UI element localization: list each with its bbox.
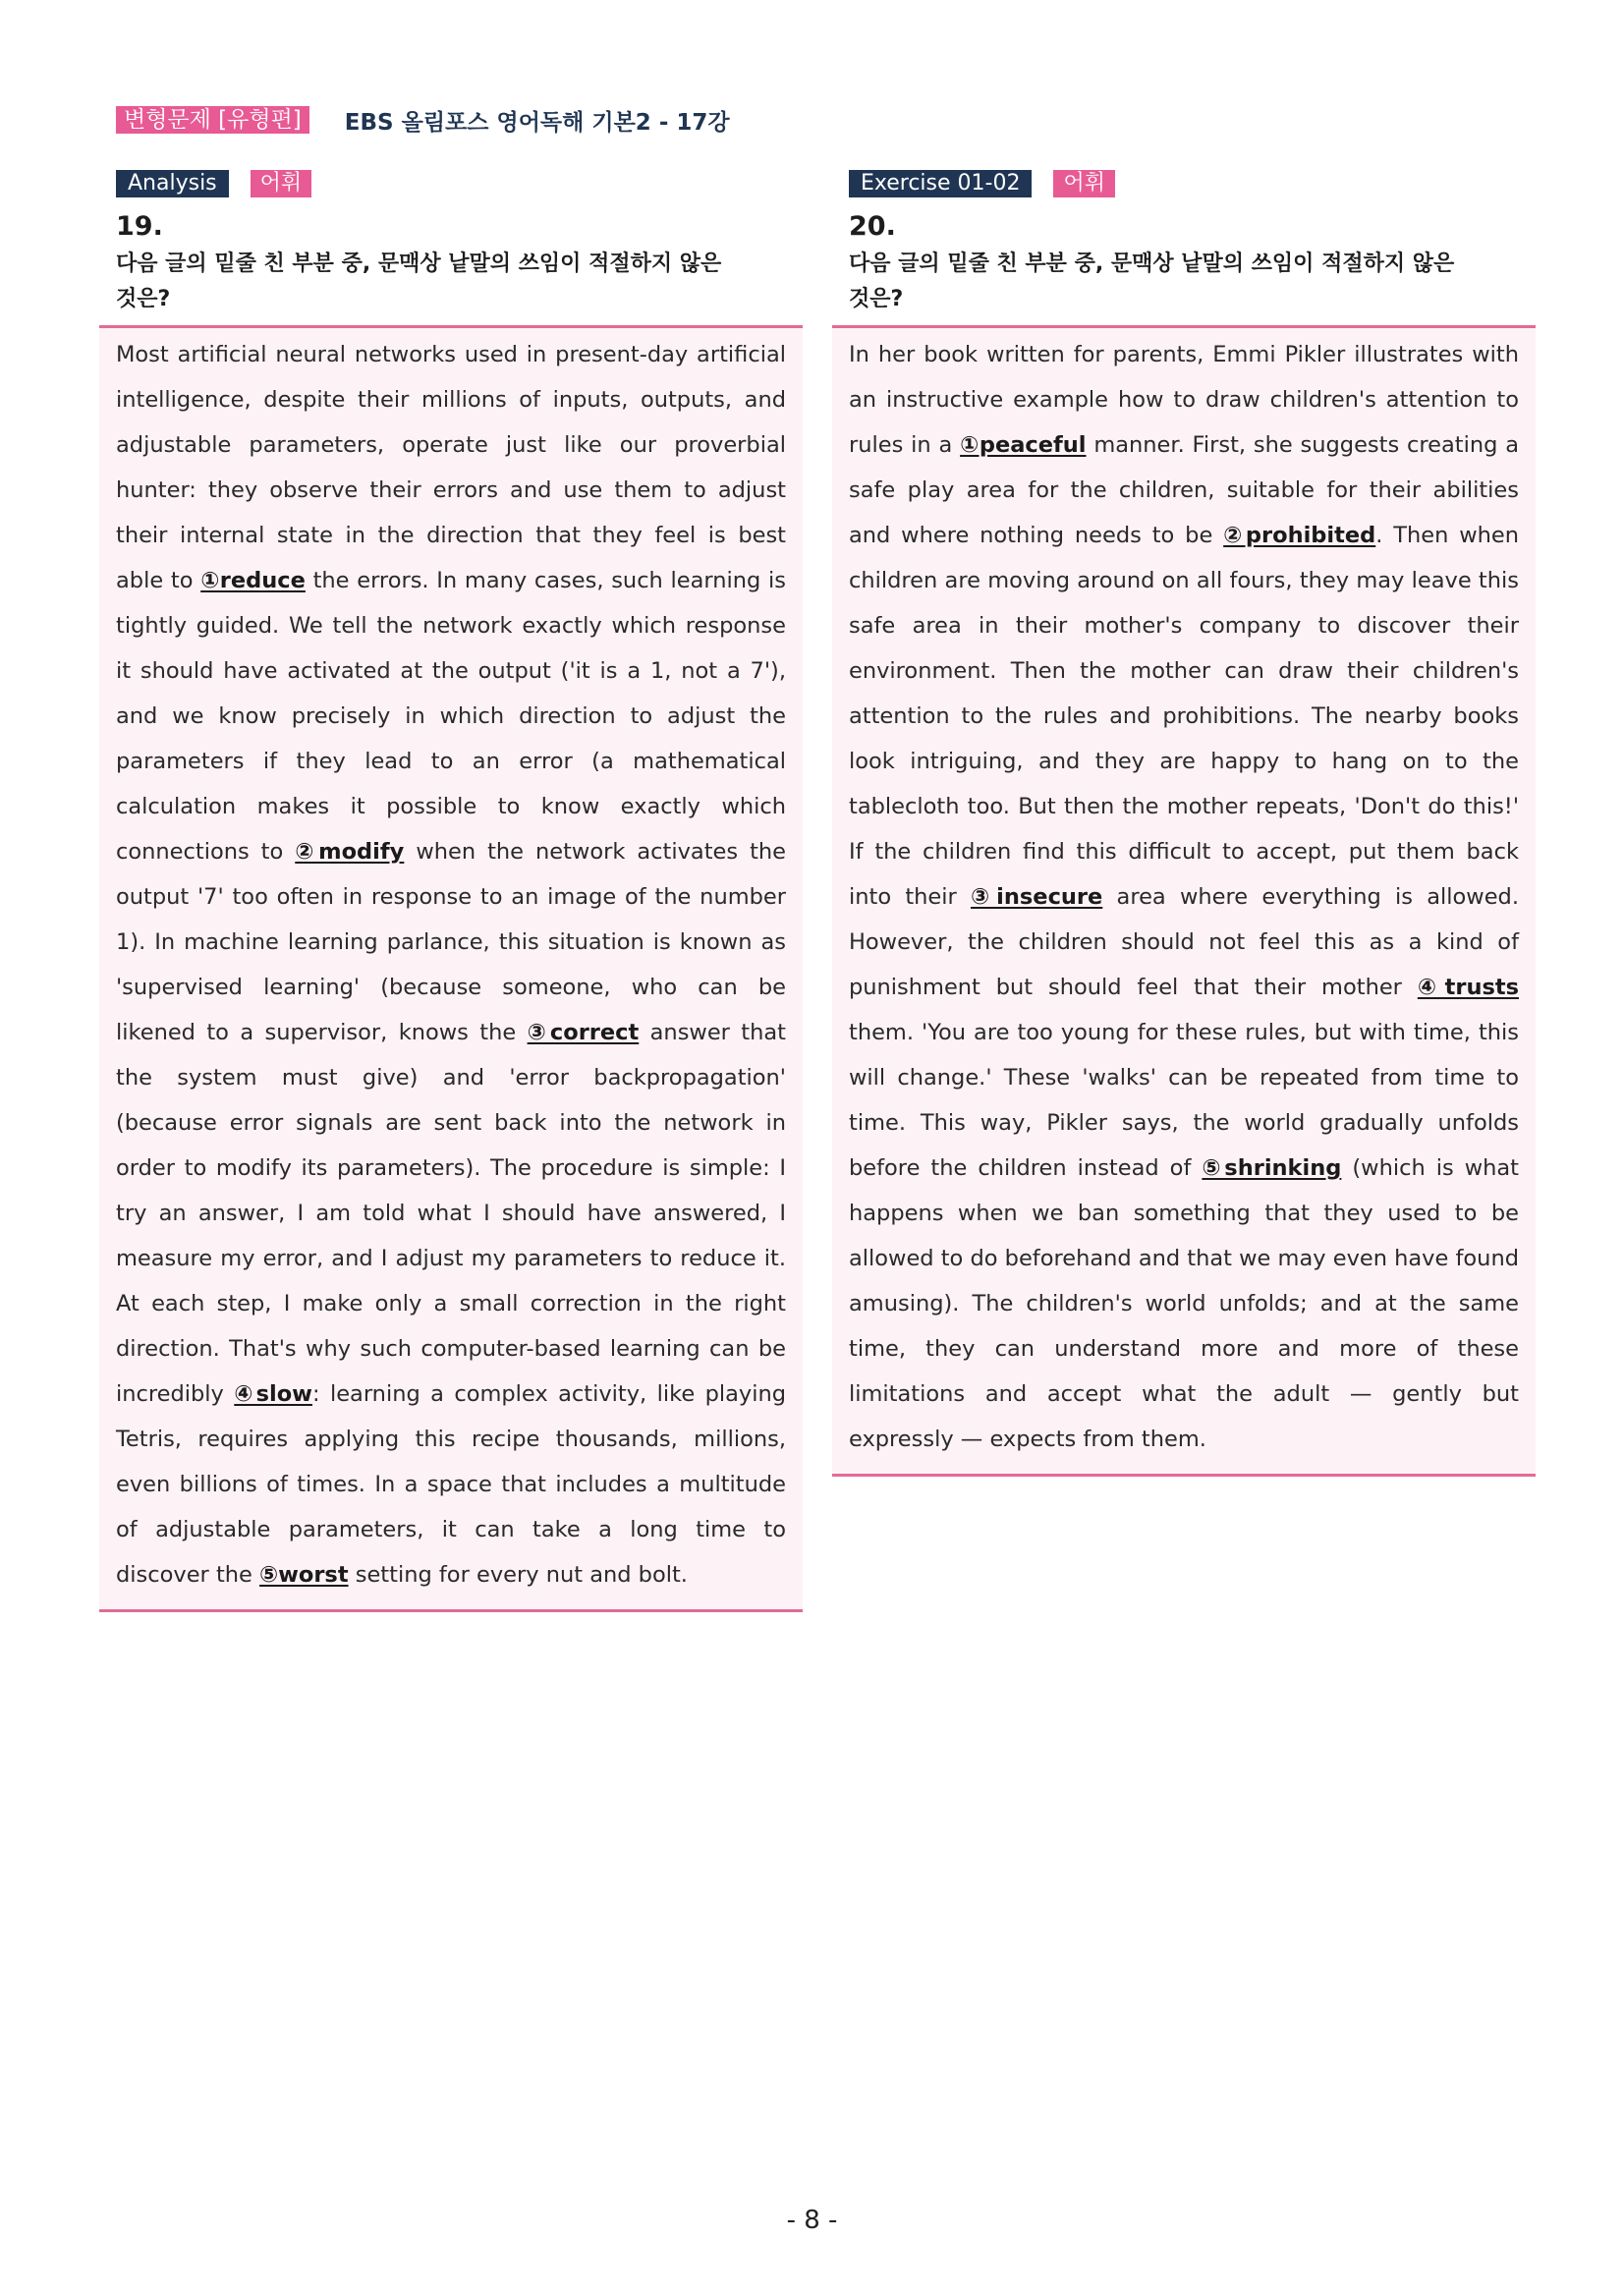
passage-text: answer that the system must give) and 'error backpropagation' (because error signals are sent back into the network in order to modify its parameters). The procedure is simple: I try an answer, I am told what I should have answered, I measure my error, and I adjust my parameters to reduce it. At each step, I make only a small correction in the right direction. That's why such computer-based learning can be incredibly (116, 1020, 786, 1407)
vocab-tag: 어휘 (1053, 170, 1115, 197)
passage-text: (which is what happens when we ban something that they used to be allowed to do beforehand and that we may even have found amusing). The children's world unfolds; and at the same time, they can understand more and more of these limitations and accept what the adult — gently but expressly — expects from them. (849, 1155, 1519, 1452)
passage-text: In her book written for parents, Emmi Pikler illustrates with an instructive example how to draw children's attention to rules in a (849, 342, 1519, 458)
question-19-labels (99, 170, 803, 197)
underlined-choice: ①reduce (200, 568, 306, 593)
question-number: 20. (849, 211, 896, 242)
analysis-label: Analysis (116, 170, 229, 197)
vocab-tag: 어휘 (251, 170, 312, 197)
passage-text: . Then when children are moving around on all fours, they may leave this safe area in their mother's company to discover their environment. Then the mother can draw their children's attention to the rules and prohibitions. The nearby books look intriguing, and they are happy to hang on to the tablecloth too. But then the mother repeats, 'Don't do this!' If the children find this difficult to accept, put them back into their (849, 523, 1519, 910)
question-text: 다음 글의 밑줄 친 부분 중, 문맥상 낱말의 쓰임이 적절하지 않은 것은? (116, 252, 722, 311)
page-number: - 8 - (786, 2206, 838, 2235)
passage-text: Most artificial neural networks used in present-day artificial intelligence, despite their millions of inputs, outputs, and adjustable parameters, operate just like our proverbial hunter: they observe their errors and use them to adjust their internal state in the direction that they feel is best able to (116, 342, 786, 593)
page-header (116, 105, 730, 135)
underlined-choice: ④slow (234, 1381, 312, 1407)
passage-20 (832, 325, 1536, 1477)
question-19-prompt (99, 209, 803, 317)
underlined-choice: ③insecure (971, 884, 1103, 910)
passage-text: setting for every nut and bolt. (348, 1562, 688, 1588)
passage-text: area where everything is allowed. However, the children should not feel this as a kind of punishment but should feel that their mother (849, 884, 1519, 1000)
passage-text: the errors. In many cases, such learning is tightly guided. We tell the network exactly which response it should have activated at the output ('it is a 1, not a 7'), and we know precisely in which direction to adjust the parameters if they lead to an error (a mathematical calculation makes it possible to know exactly which connections to (116, 568, 787, 865)
exercise-label: Exercise 01-02 (849, 170, 1032, 197)
passage-text: them. 'You are too young for these rules, but with time, this will change.' These 'walks' can be repeated from time to time. This way, Pikler says, the world gradually unfolds before the children instead of (849, 1020, 1519, 1181)
underlined-choice: ③correct (527, 1020, 640, 1045)
question-number: 19. (116, 211, 163, 242)
passage-19 (99, 325, 803, 1612)
question-20-labels (832, 170, 1536, 197)
question-19-column (99, 170, 803, 1612)
underlined-choice: ②modify (295, 839, 405, 865)
passage-text: : learning a complex activity, like playing Tetris, requires applying this recipe thousands, millions, even billions of times. In a space that includes a multitude of adjustable parameters, it can take a long time to discover the (116, 1381, 787, 1588)
question-20-prompt (832, 209, 1536, 317)
type-tag: 변형문제 [유형편] (116, 106, 309, 134)
underlined-choice: ④trusts (1417, 975, 1520, 1000)
underlined-choice: ⑤worst (259, 1562, 349, 1588)
page-title: EBS 올림포스 영어독해 기본2 - 17강 (344, 109, 730, 136)
passage-text: manner. First, she suggests creating a safe play area for the children, suitable for their abilities and where nothing needs to be (849, 432, 1519, 548)
underlined-choice: ⑤shrinking (1202, 1155, 1342, 1181)
underlined-choice: ②prohibited (1223, 523, 1376, 548)
underlined-choice: ①peaceful (960, 432, 1087, 458)
question-text: 다음 글의 밑줄 친 부분 중, 문맥상 낱말의 쓰임이 적절하지 않은 것은? (849, 252, 1455, 311)
passage-text: when the network activates the output '7' too often in response to an image of the number 1). In machine learning parlance, this situation is known as 'supervised learning' (because someone, who can be likened to a supervisor, knows the (116, 839, 786, 1045)
question-20-column (832, 170, 1536, 1477)
